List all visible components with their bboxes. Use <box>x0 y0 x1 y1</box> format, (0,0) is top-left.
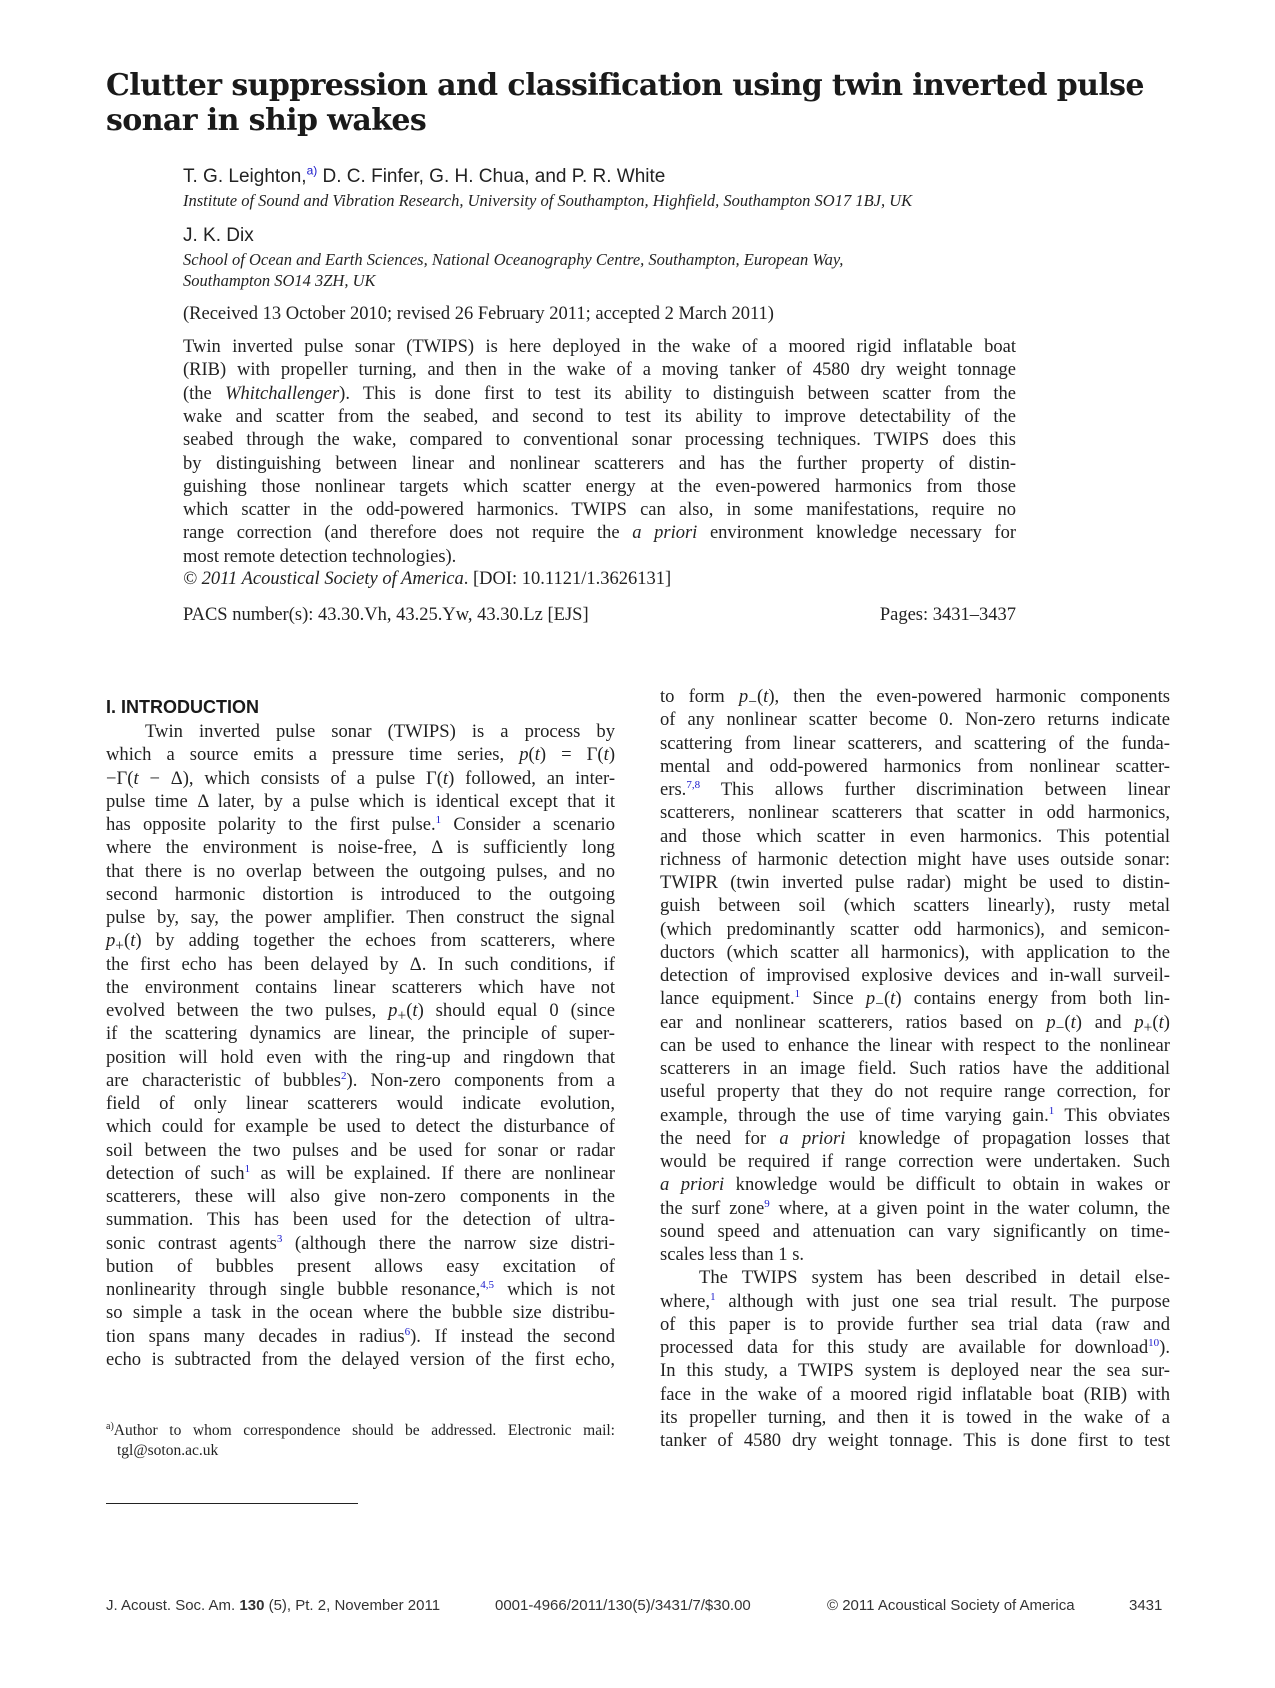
body-text-line: the environment contains linear scatterers which have not <box>106 976 615 998</box>
body-text-line: scatterers in an image field. Such ratios have the additional <box>660 1058 1170 1079</box>
body-text-line: where the environment is noise-free, Δ is sufficiently long <box>106 837 615 859</box>
body-text-line: the need for a priori knowledge of propagation losses that <box>660 1127 1170 1149</box>
abstract-line: which scatter in the odd-powered harmonics. TWIPS can also, in some manifestations, require no <box>183 500 1016 521</box>
footnote-text: Author to whom correspondence should be addressed. Electronic mail: <box>113 1422 615 1439</box>
abstract-line: (RIB) with propeller turning, and then in the wake of a moving tanker of 4580 dry weight tonnage <box>183 360 1016 381</box>
body-text-line: The TWIPS system has been described in detail else- <box>699 1267 1170 1289</box>
citation-link[interactable]: 1 <box>1048 1104 1055 1117</box>
affiliation-2-line-2: Southampton SO14 3ZH, UK <box>183 271 376 290</box>
body-text-line: has opposite polarity to the first pulse.$^1$ Consider a scenario <box>106 813 615 835</box>
body-text-line: would be required if range correction were undertaken. Such <box>660 1151 1170 1172</box>
body-text-line: which a source emits a pressure time series, p(t) = Γ(t) <box>106 744 616 766</box>
body-text-line: the surf zone$^9$ where, at a given point in the water column, the <box>660 1197 1170 1219</box>
body-text-line: example, through the use of time varying gain.$^1$ This obviates <box>660 1104 1170 1126</box>
body-text-line: Twin inverted pulse sonar (TWIPS) is a process by <box>145 721 615 742</box>
citation-link[interactable]: 6 <box>404 1325 411 1338</box>
body-text-line: ers.$^{7,8}$ This allows further discrimination between linear <box>660 778 1170 800</box>
body-text-line: scatterers, these will also give non-zero components in the <box>106 1186 615 1207</box>
body-text-line: (which predominantly scatter odd harmonics), and semicon- <box>660 918 1170 940</box>
body-text-line: tanker of 4580 dry weight tonnage. This is done first to test <box>660 1430 1170 1451</box>
pacs-numbers: PACS number(s): 43.30.Vh, 43.25.Yw, 43.30.Lz [EJS] <box>183 605 589 625</box>
author-list-2: J. K. Dix <box>183 225 254 246</box>
body-text-line: tion spans many decades in radius$^6$). If instead the second <box>106 1325 615 1347</box>
body-text-line: lance equipment.$^1$ Since $p_-(t)$ contains energy from both lin- <box>660 988 1171 1013</box>
author-names: T. G. Leighton, <box>183 166 307 187</box>
body-text-line: ear and nonlinear scatterers, ratios based on $p_-(t)$ and $p_+(t)$ <box>660 1011 1170 1037</box>
paper-title-line-1: Clutter suppression and classification using twin inverted pulse <box>106 68 1144 103</box>
body-text-line: scatterers, nonlinear scatterers that scatter in odd harmonics, <box>660 802 1170 824</box>
footnote-rule <box>106 1503 358 1504</box>
abstract-line: Twin inverted pulse sonar (TWIPS) is here deployed in the wake of a moored rigid inflatable boat <box>183 337 1016 357</box>
author-list-1 <box>183 163 666 188</box>
page-number: 3431 <box>1129 1597 1163 1614</box>
body-text-line: TWIPR (twin inverted pulse radar) might be used to distin- <box>660 872 1170 893</box>
body-text-line: face in the wake of a moored rigid inflatable boat (RIB) with <box>660 1383 1170 1405</box>
copyright-doi <box>183 569 671 590</box>
citation-link[interactable]: 1 <box>710 1290 716 1303</box>
body-text-line: the first echo has been delayed by Δ. In such conditions, if <box>106 953 615 975</box>
body-text-line: detection of such$^1$ as will be explained. If there are nonlinear <box>106 1162 615 1184</box>
body-text-line: $p_+(t)$ by adding together the echoes from scatterers, where <box>106 930 615 955</box>
citation-link[interactable]: 1 <box>244 1162 251 1175</box>
body-text-line: can be used to enhance the linear with respect to the nonlinear <box>660 1034 1170 1056</box>
body-text-line: evolved between the two pulses, $p_+(t)$ should equal 0 (since <box>106 1000 615 1025</box>
abstract-line: most remote detection technologies). <box>183 546 457 567</box>
copyright-notice: © 2011 Acoustical Society of America <box>183 569 464 589</box>
author-names-rest: D. C. Finfer, G. H. Chua, and P. R. White <box>317 166 666 187</box>
footnote-mark: a) <box>106 1420 114 1432</box>
page-range: Pages: 3431–3437 <box>879 605 1016 625</box>
citation-link[interactable]: 1 <box>794 988 801 1001</box>
body-text-line: summation. This has been used for the detection of ultra- <box>106 1209 615 1231</box>
body-text-line: detection of improvised explosive devices and in-wall surveil- <box>660 965 1170 986</box>
body-text-line: a priori knowledge would be difficult to obtain in wakes or <box>660 1174 1170 1196</box>
citation-link[interactable]: 4,5 <box>480 1278 494 1291</box>
body-text-line: field of only linear scatterers would indicate evolution, <box>106 1093 615 1114</box>
body-text-line: sonic contrast agents$^3$ (although there the narrow size distri- <box>106 1232 616 1254</box>
footnote-line-1 <box>106 1422 615 1440</box>
abstract-line: (the Whitchallenger). This is done first to test its ability to distinguish between scatter from the <box>183 383 1017 404</box>
received-dates: (Received 13 October 2010; revised 26 February 2011; accepted 2 March 2011) <box>183 304 774 324</box>
body-text-line: sound speed and attenuation can vary significantly on time- <box>660 1220 1170 1242</box>
body-text-line: guish between soil (which scatters linearly), rusty metal <box>660 895 1170 917</box>
journal-issue: (5), Pt. 2, November 2011 <box>264 1597 441 1614</box>
body-text-line: richness of harmonic detection might have uses outside sonar: <box>660 848 1170 870</box>
citation-link[interactable]: 2 <box>341 1069 347 1082</box>
author-footnote-mark[interactable]: a) <box>306 163 318 178</box>
body-text-line: if the scattering dynamics are linear, the principle of super- <box>106 1023 615 1045</box>
body-text-line: are characteristic of bubbles$^2$). Non-zero components from a <box>106 1069 615 1091</box>
body-text-line: processed data for this study are available for download$^{10}$). <box>660 1336 1170 1358</box>
body-text-line: so simple a task in the ocean where the bubble size distribu- <box>106 1302 615 1324</box>
journal-citation <box>106 1597 440 1614</box>
abstract-line: guishing those nonlinear targets which scatter energy at the even-powered harmonics from those <box>183 476 1016 497</box>
citation-link[interactable]: 9 <box>764 1197 770 1210</box>
footnote-email[interactable]: tgl@soton.ac.uk <box>117 1442 219 1459</box>
article-code: 0001-4966/2011/130(5)/3431/7/$30.00 <box>495 1597 751 1614</box>
body-text-line: where,$^1$ although with just one sea trial result. The purpose <box>660 1290 1170 1312</box>
body-text-line: ductors (which scatter all harmonics), with application to the <box>660 941 1170 963</box>
section-heading-introduction: I. INTRODUCTION <box>106 697 259 717</box>
body-text-line: −Γ(t − Δ), which consists of a pulse Γ(t) followed, an inter- <box>106 767 616 789</box>
body-text-line: nonlinearity through single bubble resonance,$^{4,5}$ which is not <box>106 1278 615 1300</box>
journal-name: J. Acoust. Soc. Am. <box>106 1597 240 1614</box>
body-text-line: to form $p_-(t)$, then the even-powered harmonic components <box>660 686 1170 711</box>
paper-title-line-2: sonar in ship wakes <box>106 103 427 138</box>
citation-link[interactable]: 3 <box>276 1232 283 1245</box>
affiliation-1: Institute of Sound and Vibration Research, University of Southampton, Highfield, Southampton SO17 1BJ, UK <box>183 191 913 210</box>
body-text-line: mental and odd-powered harmonics from nonlinear scatter- <box>660 755 1170 777</box>
abstract-line: seabed through the wake, compared to conventional sonar processing techniques. TWIPS does this <box>183 430 1016 451</box>
body-text-line: echo is subtracted from the delayed version of the first echo, <box>106 1348 615 1370</box>
citation-link[interactable]: 7,8 <box>686 778 701 791</box>
body-text-line: that there is no overlap between the outgoing pulses, and no <box>106 860 615 882</box>
body-text-line: of this paper is to provide further sea trial data (raw and <box>660 1313 1170 1335</box>
footer-copyright: © 2011 Acoustical Society of America <box>827 1597 1075 1614</box>
abstract-line: range correction (and therefore does not require the a priori environment knowledge necessary for <box>183 523 1016 544</box>
body-text-line: which could for example be used to detect the disturbance of <box>106 1116 615 1138</box>
affiliation-2-line-1: School of Ocean and Earth Sciences, National Oceanography Centre, Southampton, European Way, <box>183 250 844 269</box>
body-text-line: useful property that they do not require range correction, for <box>660 1081 1170 1103</box>
citation-link[interactable]: 10 <box>1148 1336 1160 1349</box>
body-text-line: soil between the two pulses and be used for sonar or radar <box>106 1139 615 1161</box>
body-text-line: scales less than 1 s. <box>660 1244 805 1265</box>
abstract-line: by distinguishing between linear and nonlinear scatterers and has the further property of distin- <box>183 453 1016 474</box>
body-text-line: of any nonlinear scatter become 0. Non-zero returns indicate <box>660 709 1170 731</box>
body-text-line: and those which scatter in even harmonics. This potential <box>660 825 1170 847</box>
body-text-line: second harmonic distortion is introduced to the outgoing <box>106 883 615 905</box>
body-text-line: pulse time Δ later, by a pulse which is identical except that it <box>106 790 615 812</box>
body-text-line: pulse by, say, the power amplifier. Then construct the signal <box>106 907 615 928</box>
journal-volume: 130 <box>239 1597 265 1614</box>
citation-link[interactable]: 1 <box>435 813 442 826</box>
body-text-line: scattering from linear scatterers, and scattering of the funda- <box>660 732 1170 754</box>
body-text-line: In this study, a TWIPS system is deployed near the sea sur- <box>660 1360 1170 1382</box>
body-text-line: its propeller turning, and then it is towed in the wake of a <box>660 1406 1170 1428</box>
abstract-line: wake and scatter from the seabed, and second to test its ability to improve detectability of the <box>183 406 1016 427</box>
body-text-line: position will hold even with the ring-up and ringdown that <box>106 1046 615 1068</box>
doi[interactable]: . [DOI: 10.1121/1.3626131] <box>463 569 672 589</box>
body-text-line: bution of bubbles present allows easy excitation of <box>106 1255 615 1277</box>
